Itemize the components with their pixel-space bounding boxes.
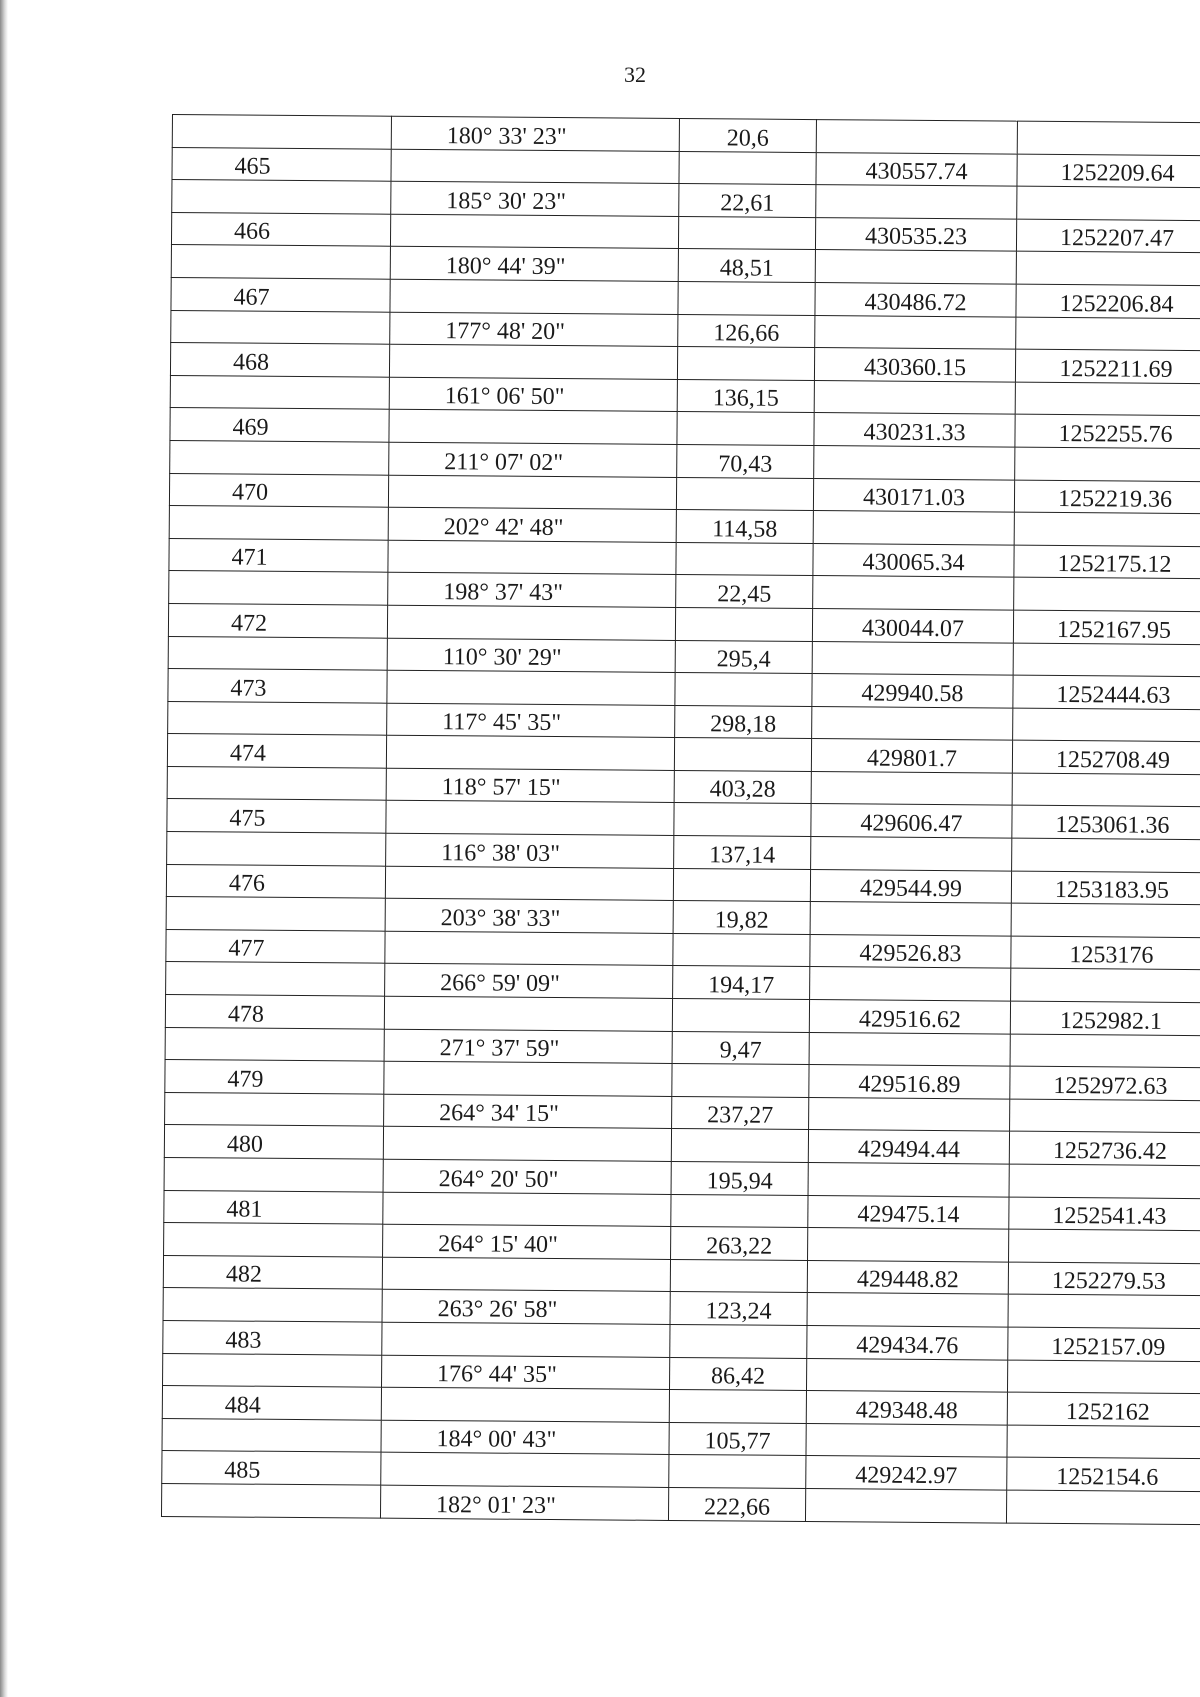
y-coordinate-cell: 1252154.6: [1007, 1457, 1200, 1491]
distance-cell: [672, 998, 809, 1032]
x-coordinate-cell: [814, 380, 1015, 414]
direction-angle-cell: 177° 48' 20": [390, 312, 678, 347]
x-coordinate-cell: [808, 1228, 1009, 1262]
x-coordinate-cell: 430360.15: [814, 348, 1015, 382]
x-coordinate-cell: [811, 771, 1012, 805]
point-id-cell: 469: [170, 408, 389, 442]
x-coordinate-cell: [808, 1163, 1009, 1197]
distance-cell: [678, 216, 815, 250]
point-id-cell: 478: [165, 995, 384, 1029]
point-id-cell: [162, 1418, 381, 1452]
y-coordinate-cell: [1010, 1034, 1200, 1068]
direction-angle-cell: [382, 1257, 670, 1292]
x-coordinate-cell: 430557.74: [816, 152, 1017, 186]
x-coordinate-cell: 429475.14: [808, 1195, 1009, 1229]
direction-angle-cell: [388, 540, 676, 575]
x-coordinate-cell: [813, 511, 1014, 545]
point-id-cell: 472: [168, 603, 387, 637]
point-id-cell: [169, 571, 388, 605]
distance-cell: [671, 1129, 808, 1163]
point-id-cell: 485: [162, 1451, 381, 1485]
x-coordinate-cell: 429448.82: [807, 1260, 1008, 1294]
x-coordinate-cell: 429242.97: [806, 1456, 1007, 1490]
x-coordinate-cell: [815, 250, 1016, 284]
point-id-cell: [165, 1092, 384, 1126]
distance-cell: [674, 738, 811, 772]
distance-cell: [671, 1194, 808, 1228]
segment-row: [161, 1483, 1200, 1524]
y-coordinate-cell: 1252211.69: [1015, 349, 1200, 383]
distance-cell: 22,61: [679, 184, 816, 218]
direction-angle-cell: [384, 1061, 672, 1096]
point-id-cell: [172, 115, 391, 149]
distance-cell: [670, 1324, 807, 1358]
y-coordinate-cell: 1252972.63: [1010, 1066, 1200, 1100]
direction-angle-cell: 110° 30' 29": [387, 638, 675, 673]
direction-angle-cell: [388, 475, 676, 510]
distance-cell: 403,28: [674, 770, 811, 804]
point-id-cell: 466: [171, 212, 390, 246]
y-coordinate-cell: 1252207.47: [1016, 219, 1200, 253]
direction-angle-cell: 263° 26' 58": [382, 1290, 670, 1325]
point-id-cell: [167, 766, 386, 800]
x-coordinate-cell: 429348.48: [806, 1391, 1007, 1425]
direction-angle-cell: [382, 1322, 670, 1357]
distance-cell: 237,27: [672, 1096, 809, 1130]
x-coordinate-cell: [812, 641, 1013, 675]
direction-angle-cell: 264° 20' 50": [383, 1159, 671, 1194]
x-coordinate-cell: [805, 1488, 1006, 1522]
y-coordinate-cell: 1252736.42: [1009, 1132, 1200, 1166]
point-id-cell: 473: [168, 669, 387, 703]
distance-cell: 22,45: [676, 575, 813, 609]
direction-angle-cell: 202° 42' 48": [388, 507, 676, 542]
x-coordinate-cell: [816, 185, 1017, 219]
x-coordinate-cell: [810, 967, 1011, 1001]
page-number: 32: [624, 62, 646, 87]
y-coordinate-cell: 1252206.84: [1016, 284, 1200, 318]
point-id-cell: [164, 1223, 383, 1257]
distance-cell: 9,47: [672, 1031, 809, 1065]
y-coordinate-cell: [1017, 121, 1200, 155]
y-coordinate-cell: [1014, 577, 1200, 611]
direction-angle-cell: [387, 605, 675, 640]
distance-cell: [678, 281, 815, 315]
point-id-cell: 471: [169, 538, 388, 572]
x-coordinate-cell: 429516.89: [809, 1065, 1010, 1099]
point-id-cell: [167, 832, 386, 866]
distance-cell: 86,42: [669, 1357, 806, 1391]
direction-angle-cell: [387, 670, 675, 705]
point-id-cell: 480: [164, 1125, 383, 1159]
y-coordinate-cell: [1014, 512, 1200, 546]
point-id-cell: [163, 1353, 382, 1387]
distance-cell: [674, 803, 811, 837]
x-coordinate-cell: 429526.83: [810, 934, 1011, 968]
direction-angle-cell: 198° 37' 43": [388, 573, 676, 608]
direction-angle-cell: 182° 01' 23": [380, 1485, 668, 1520]
point-id-cell: [165, 1027, 384, 1061]
point-id-cell: 479: [165, 1060, 384, 1094]
direction-angle-cell: 211° 07' 02": [389, 442, 677, 477]
x-coordinate-cell: [814, 445, 1015, 479]
y-coordinate-cell: [1009, 1229, 1200, 1263]
direction-angle-cell: 266° 59' 09": [385, 964, 673, 999]
x-coordinate-cell: [806, 1423, 1007, 1457]
point-id-cell: [168, 701, 387, 735]
x-coordinate-cell: [809, 1097, 1010, 1131]
direction-angle-cell: [385, 866, 673, 901]
distance-cell: [677, 347, 814, 381]
distance-cell: [670, 1259, 807, 1293]
x-coordinate-cell: 429940.58: [812, 674, 1013, 708]
y-coordinate-cell: 1252219.36: [1014, 480, 1200, 514]
distance-cell: [673, 933, 810, 967]
point-id-cell: 474: [167, 734, 386, 768]
distance-cell: 105,77: [669, 1422, 806, 1456]
x-coordinate-cell: 430486.72: [815, 283, 1016, 317]
x-coordinate-cell: 429516.62: [809, 1000, 1010, 1034]
distance-cell: 295,4: [675, 640, 812, 674]
y-coordinate-cell: [1016, 252, 1200, 286]
direction-angle-cell: 117° 45' 35": [387, 703, 675, 738]
direction-angle-cell: [389, 344, 677, 379]
direction-angle-cell: 271° 37' 59": [384, 1029, 672, 1064]
y-coordinate-cell: [1011, 969, 1200, 1003]
y-coordinate-cell: [1012, 838, 1200, 872]
y-coordinate-cell: 1252279.53: [1008, 1262, 1200, 1296]
y-coordinate-cell: [1006, 1490, 1200, 1524]
y-coordinate-cell: [1007, 1360, 1200, 1394]
point-id-cell: 465: [172, 147, 391, 181]
y-coordinate-cell: 1252541.43: [1009, 1197, 1200, 1231]
y-coordinate-cell: 1252157.09: [1008, 1327, 1200, 1361]
direction-angle-cell: [391, 149, 679, 184]
distance-cell: 136,15: [677, 379, 814, 413]
y-coordinate-cell: 1252175.12: [1014, 545, 1200, 579]
direction-angle-cell: [381, 1387, 669, 1422]
point-id-cell: [166, 897, 385, 931]
direction-angle-cell: 176° 44' 35": [382, 1355, 670, 1390]
distance-cell: [675, 673, 812, 707]
y-coordinate-cell: 1253061.36: [1012, 806, 1200, 840]
distance-cell: [673, 868, 810, 902]
direction-angle-cell: [385, 931, 673, 966]
distance-cell: 70,43: [677, 444, 814, 478]
distance-cell: 195,94: [671, 1161, 808, 1195]
distance-cell: 19,82: [673, 901, 810, 935]
y-coordinate-cell: 1253183.95: [1011, 871, 1200, 905]
distance-cell: 263,22: [671, 1227, 808, 1261]
point-id-cell: [172, 180, 391, 214]
point-id-cell: 467: [171, 277, 390, 311]
point-id-cell: [170, 375, 389, 409]
direction-angle-cell: 118° 57' 15": [386, 768, 674, 803]
point-id-cell: [163, 1288, 382, 1322]
coordinates-table: [161, 114, 1200, 1525]
direction-angle-cell: [383, 1127, 671, 1162]
direction-angle-cell: [384, 996, 672, 1031]
x-coordinate-cell: 429434.76: [807, 1325, 1008, 1359]
x-coordinate-cell: 430044.07: [812, 608, 1013, 642]
x-coordinate-cell: [809, 1032, 1010, 1066]
direction-angle-cell: 184° 00' 43": [381, 1420, 669, 1455]
distance-cell: 114,58: [676, 510, 813, 544]
distance-cell: 48,51: [678, 249, 815, 283]
point-id-cell: 483: [163, 1320, 382, 1354]
point-id-cell: 484: [162, 1386, 381, 1420]
y-coordinate-cell: [1008, 1294, 1200, 1328]
direction-angle-cell: 180° 33' 23": [391, 116, 679, 151]
distance-cell: 222,66: [668, 1487, 805, 1521]
x-coordinate-cell: 429606.47: [811, 804, 1012, 838]
y-coordinate-cell: [1010, 1099, 1200, 1133]
y-coordinate-cell: 1252162: [1007, 1392, 1200, 1426]
distance-cell: 126,66: [678, 314, 815, 348]
y-coordinate-cell: 1252444.63: [1013, 675, 1200, 709]
distance-cell: 194,17: [673, 966, 810, 1000]
point-id-cell: [161, 1483, 380, 1517]
x-coordinate-cell: [813, 576, 1014, 610]
x-coordinate-cell: 429544.99: [810, 869, 1011, 903]
scan-edge-shadow: [0, 0, 8, 1697]
distance-cell: [676, 542, 813, 576]
x-coordinate-cell: [806, 1358, 1007, 1392]
point-id-cell: 476: [166, 864, 385, 898]
x-coordinate-cell: 430171.03: [813, 478, 1014, 512]
point-id-cell: 475: [167, 799, 386, 833]
y-coordinate-cell: [1007, 1425, 1200, 1459]
direction-angle-cell: 180° 44' 39": [390, 247, 678, 282]
point-id-cell: 477: [166, 929, 385, 963]
x-coordinate-cell: [816, 120, 1017, 154]
distance-cell: [669, 1455, 806, 1489]
direction-angle-cell: [383, 1192, 671, 1227]
y-coordinate-cell: [1013, 643, 1200, 677]
point-id-cell: [164, 1157, 383, 1191]
direction-angle-cell: 185° 30' 23": [391, 181, 679, 216]
direction-angle-cell: 116° 38' 03": [386, 833, 674, 868]
y-coordinate-cell: 1252982.1: [1010, 1001, 1200, 1035]
distance-cell: [672, 1064, 809, 1098]
x-coordinate-cell: 430231.33: [814, 413, 1015, 447]
distance-cell: 298,18: [675, 705, 812, 739]
x-coordinate-cell: [810, 902, 1011, 936]
point-id-cell: [169, 506, 388, 540]
point-id-cell: 481: [164, 1190, 383, 1224]
distance-cell: [679, 151, 816, 185]
direction-angle-cell: [389, 410, 677, 445]
y-coordinate-cell: [1009, 1164, 1200, 1198]
point-id-cell: [168, 636, 387, 670]
y-coordinate-cell: [1015, 447, 1200, 481]
x-coordinate-cell: [807, 1293, 1008, 1327]
y-coordinate-cell: 1252708.49: [1012, 740, 1200, 774]
point-id-cell: [171, 245, 390, 279]
y-coordinate-cell: 1253176: [1011, 936, 1200, 970]
point-id-cell: 468: [170, 343, 389, 377]
direction-angle-cell: 161° 06' 50": [389, 377, 677, 412]
distance-cell: [675, 607, 812, 641]
y-coordinate-cell: 1252167.95: [1013, 610, 1200, 644]
distance-cell: 20,6: [679, 118, 816, 152]
distance-cell: [677, 412, 814, 446]
distance-cell: 123,24: [670, 1292, 807, 1326]
direction-angle-cell: 264° 34' 15": [384, 1094, 672, 1129]
direction-angle-cell: [390, 214, 678, 249]
x-coordinate-cell: 430065.34: [813, 543, 1014, 577]
x-coordinate-cell: 429801.7: [811, 739, 1012, 773]
y-coordinate-cell: 1252255.76: [1015, 414, 1200, 448]
distance-cell: 137,14: [674, 836, 811, 870]
distance-cell: [669, 1390, 806, 1424]
y-coordinate-cell: [1013, 708, 1200, 742]
point-id-cell: 470: [169, 473, 388, 507]
x-coordinate-cell: [812, 706, 1013, 740]
direction-angle-cell: [390, 279, 678, 314]
y-coordinate-cell: [1015, 382, 1200, 416]
direction-angle-cell: 203° 38' 33": [385, 898, 673, 933]
point-id-cell: [166, 962, 385, 996]
direction-angle-cell: [386, 735, 674, 770]
direction-angle-cell: [381, 1453, 669, 1488]
y-coordinate-cell: 1252209.64: [1017, 154, 1200, 188]
y-coordinate-cell: [1011, 903, 1200, 937]
x-coordinate-cell: 430535.23: [815, 217, 1016, 251]
coordinates-table-body: [161, 115, 1200, 1525]
distance-cell: [676, 477, 813, 511]
y-coordinate-cell: [1012, 773, 1200, 807]
point-id-cell: [171, 310, 390, 344]
x-coordinate-cell: [815, 315, 1016, 349]
x-coordinate-cell: 429494.44: [808, 1130, 1009, 1164]
y-coordinate-cell: [1016, 317, 1200, 351]
point-id-cell: 482: [163, 1255, 382, 1289]
y-coordinate-cell: [1017, 186, 1200, 220]
point-id-cell: [170, 440, 389, 474]
direction-angle-cell: [386, 801, 674, 836]
x-coordinate-cell: [811, 837, 1012, 871]
direction-angle-cell: 264° 15' 40": [383, 1224, 671, 1259]
